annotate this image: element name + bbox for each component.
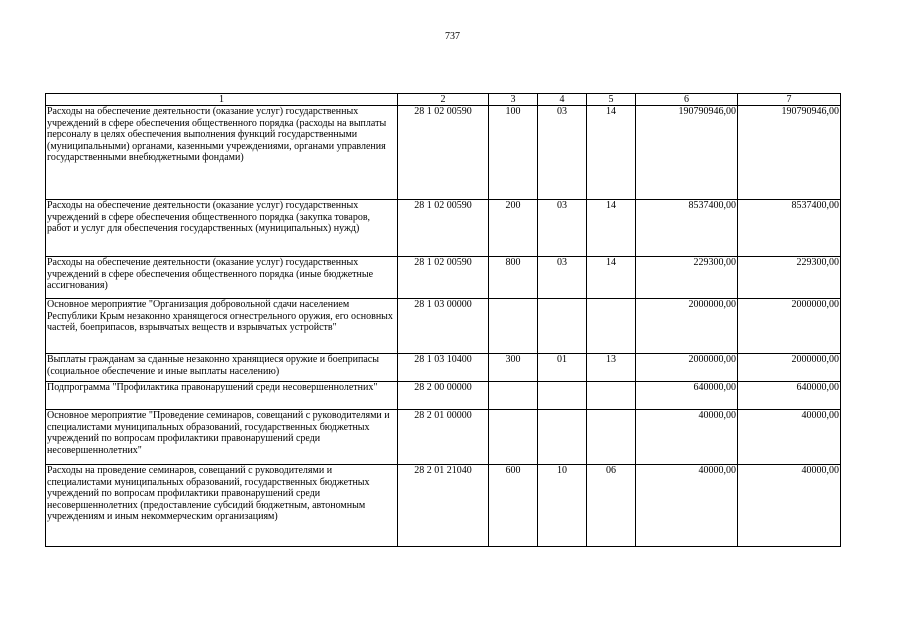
row-subsection: 14: [587, 106, 636, 200]
table-row: [46, 410, 841, 465]
table-row: [46, 299, 841, 354]
row-amount-1: 2000000,00: [636, 299, 738, 354]
header-col-5: 5: [587, 94, 636, 106]
row-subsection: [587, 382, 636, 410]
row-name: Основное мероприятие "Организация добровольной сдачи населением Республики Крым незаконно хранящегося огнестрельного оружия, его основных частей, боеприпасов, взрывчатых веществ и взрывчатых устройств": [46, 299, 398, 354]
row-amount-1: 8537400,00: [636, 200, 738, 257]
row-name: Расходы на обеспечение деятельности (оказание услуг) государственных учреждений в сфере обеспечения общественного порядка (закупка товаров, работ и услуг для обеспечения государственных (муниципальных) нужд): [46, 200, 398, 257]
row-amount-2: 229300,00: [738, 257, 841, 299]
table-row: [46, 354, 841, 382]
page-number: 737: [445, 31, 460, 42]
row-section: 10: [538, 465, 587, 547]
table-row: [46, 106, 841, 200]
row-expense-type: [489, 410, 538, 465]
row-target-code: 28 1 03 10400: [398, 354, 489, 382]
table-row: [46, 382, 841, 410]
row-section: [538, 299, 587, 354]
header-col-2: 2: [398, 94, 489, 106]
row-amount-1: 640000,00: [636, 382, 738, 410]
row-expense-type: 200: [489, 200, 538, 257]
row-amount-1: 40000,00: [636, 465, 738, 547]
row-subsection: 06: [587, 465, 636, 547]
row-name: Расходы на обеспечение деятельности (оказание услуг) государственных учреждений в сфере обеспечения общественного порядка (расходы на выплаты персоналу в целях обеспечения выполнения функций государственными (муниципальными) органами, казенными учреждениями, органами управления государственными внебюджетными фондами): [46, 106, 398, 200]
row-amount-2: 2000000,00: [738, 299, 841, 354]
row-name: Расходы на обеспечение деятельности (оказание услуг) государственных учреждений в сфере обеспечения общественного порядка (иные бюджетные ассигнования): [46, 257, 398, 299]
row-section: 03: [538, 106, 587, 200]
row-amount-2: 40000,00: [738, 410, 841, 465]
row-amount-2: 2000000,00: [738, 354, 841, 382]
row-expense-type: [489, 299, 538, 354]
row-amount-1: 229300,00: [636, 257, 738, 299]
budget-table: [45, 93, 841, 547]
header-row: [46, 94, 841, 106]
row-subsection: [587, 299, 636, 354]
table-row: [46, 200, 841, 257]
row-expense-type: 600: [489, 465, 538, 547]
row-amount-2: 190790946,00: [738, 106, 841, 200]
header-col-4: 4: [538, 94, 587, 106]
row-expense-type: [489, 382, 538, 410]
row-target-code: 28 1 03 00000: [398, 299, 489, 354]
row-subsection: [587, 410, 636, 465]
row-name: Расходы на проведение семинаров, совещаний с руководителями и специалистами муниципальных образований, государственных бюджетных учреждений по вопросам профилактики правонарушений среди несовершеннолетних (предоставление субсидий бюджетным, автономным учреждениям и иным некоммерческим организациям): [46, 465, 398, 547]
row-expense-type: 300: [489, 354, 538, 382]
header-col-6: 6: [636, 94, 738, 106]
row-amount-2: 8537400,00: [738, 200, 841, 257]
row-target-code: 28 1 02 00590: [398, 106, 489, 200]
row-amount-2: 640000,00: [738, 382, 841, 410]
table-row: [46, 257, 841, 299]
row-amount-1: 190790946,00: [636, 106, 738, 200]
row-target-code: 28 2 00 00000: [398, 382, 489, 410]
row-name: Выплаты гражданам за сданные незаконно хранящиеся оружие и боеприпасы (социальное обеспечение и иные выплаты населению): [46, 354, 398, 382]
row-section: 03: [538, 200, 587, 257]
row-subsection: 14: [587, 200, 636, 257]
header-col-7: 7: [738, 94, 841, 106]
row-target-code: 28 1 02 00590: [398, 200, 489, 257]
row-subsection: 13: [587, 354, 636, 382]
header-col-1: 1: [46, 94, 398, 106]
row-expense-type: 100: [489, 106, 538, 200]
row-expense-type: 800: [489, 257, 538, 299]
row-name: Основное мероприятие "Проведение семинаров, совещаний с руководителями и специалистами муниципальных образований, государственных бюджетных учреждений по вопросам профилактики правонарушений среди несовершеннолетних": [46, 410, 398, 465]
row-section: [538, 382, 587, 410]
row-name: Подпрограмма "Профилактика правонарушений среди несовершеннолетних": [46, 382, 398, 410]
header-col-3: 3: [489, 94, 538, 106]
row-subsection: 14: [587, 257, 636, 299]
row-amount-1: 2000000,00: [636, 354, 738, 382]
row-section: 03: [538, 257, 587, 299]
row-section: 01: [538, 354, 587, 382]
row-amount-2: 40000,00: [738, 465, 841, 547]
row-section: [538, 410, 587, 465]
row-target-code: 28 1 02 00590: [398, 257, 489, 299]
table-row: [46, 465, 841, 547]
row-target-code: 28 2 01 21040: [398, 465, 489, 547]
row-amount-1: 40000,00: [636, 410, 738, 465]
row-target-code: 28 2 01 00000: [398, 410, 489, 465]
